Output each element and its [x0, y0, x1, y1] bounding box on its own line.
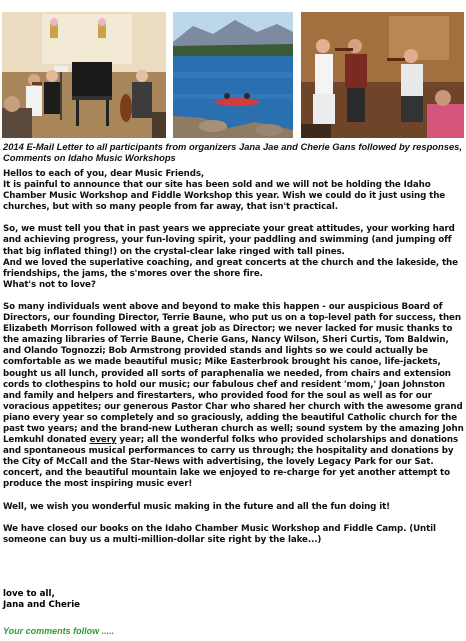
- photo-mountain-lake: [173, 12, 293, 138]
- letter-paragraph-6: Well, we wish you wonderful music making in the future and all the fun doing it!: [3, 501, 391, 512]
- letter-paragraph-5: [3, 302, 465, 491]
- photo-strip: [0, 12, 466, 138]
- letter-paragraph-2: So, we must tell you that in past years we appreciate your great attitudes, your working hard and achieving progress, your fun-loving spirit, your paddling and swimming (and jumping off that big inflated thing!) on the crystal-clear lake ringed with tall pines.: [3, 224, 455, 257]
- photo-caption: 2014 E-Mail Letter to all participants from organizers Jana Jae and Cherie Gans followed by responses, Comments on Idaho Music Workshops: [3, 141, 462, 163]
- letter-paragraph-4: What's not to love?: [3, 279, 96, 290]
- letter-closing: love to all,: [3, 589, 55, 599]
- letter-paragraph-7: We have closed our books on the Idaho Chamber Music Workshop and Fiddle Camp. (Until someone can buy us a multi-million-dollar site right by the lake...): [3, 523, 436, 545]
- letter-paragraph-5-part-a: So many individuals went above and beyond to make this happen - our auspicious Board of Directors, our founding Director, Terrie Baune, who put us on a top-level path for success, then Elizabeth Morrison followed with a great job as Director; we never lacked for music thanks to the amazing libraries of Terrie Baune, Cherie Gans, Nancy Wilson, Sheri Curtis, Tom Baldwin, and Olando Tognozzi; Bob Armstrong provided stands and lights so we could actually be comfortable as we made beautiful music; Mike Easterbrook brought his canoe, life-jackets, bought us all lunch, provided all sorts of paraphenalia we needed, from chairs and extension cords to clothespins to hold our music; our fabulous chef and resident 'mom,' Joan Johnston and family and helpers and firestarters, who provided food for the soul as well as for our voracious appetites; our generous Pastor Char who shared her church with the awesome grand piano every year so completely and so graciously, adding the beautiful Catholic church for the past two years; and the brand-new Lutheran church as well; sound system by the amazing John Lemkuhl donated: [3, 301, 464, 446]
- letter-greeting: Hellos to each of you, dear Music Friends,: [3, 169, 205, 179]
- letter-signoff: [3, 589, 80, 611]
- letter-body: [3, 169, 465, 557]
- letter-paragraph-1: It is painful to announce that our site has been sold and we will not be holding the Idaho Chamber Music Workshop and Fiddle Workshop this year. Wish we could do it just using the churches, but with so many people from far away, that isn't practical.: [3, 180, 446, 213]
- letter-paragraph-5-part-b: year; all the wonderful folks who provided scholarships and donations and spontaneous musical performances to carry us through; the hospitality and donations by the City of McCall and the Star-News with advertising, the lovely Legacy Park for our Sat. concert, and the beautiful mountain lake we enjoyed to re-charge for yet another attempt to produce the most inspiring music ever!: [3, 435, 459, 490]
- comments-link[interactable]: Your comments follow .....: [3, 626, 115, 636]
- letter-emphasis-every: every: [89, 435, 117, 446]
- letter-signature: Jana and Cherie: [3, 600, 81, 611]
- photo-fiddlers: [301, 12, 464, 138]
- letter-paragraph-3: And we loved the superlative coaching, and great concerts at the church and the lakeside, the friendships, the jams, the s'mores over the shore fire.: [3, 257, 458, 279]
- photo-church-rehearsal: [2, 12, 166, 138]
